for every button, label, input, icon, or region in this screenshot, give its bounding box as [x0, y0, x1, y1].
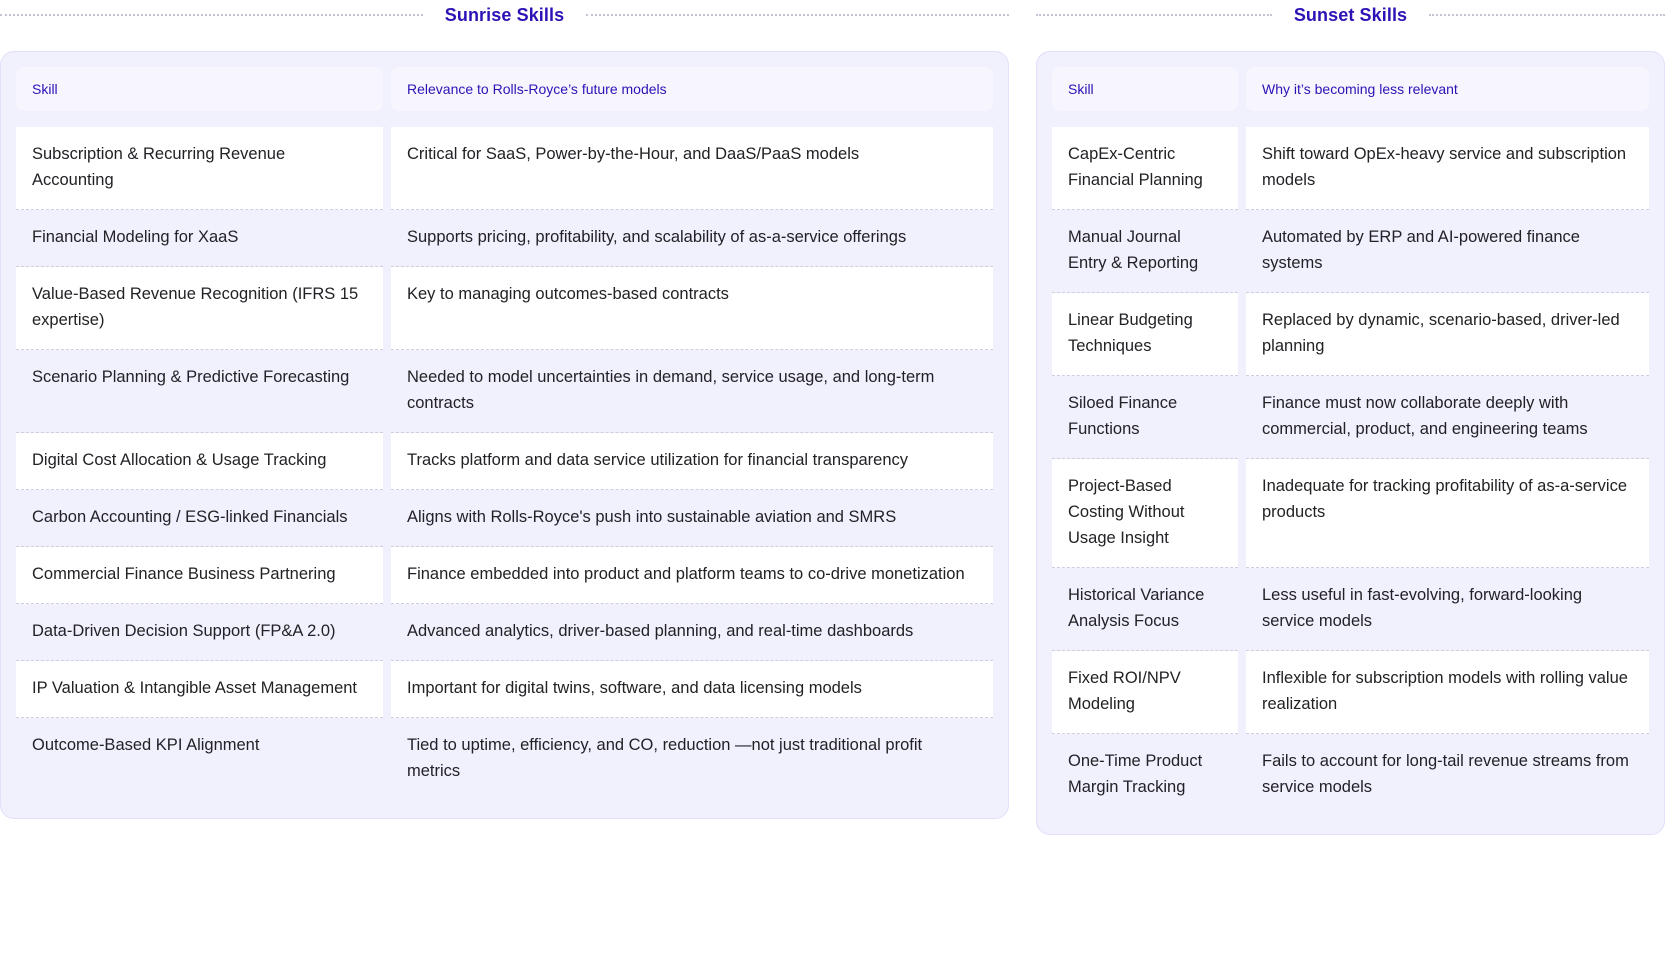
table-row: [16, 718, 993, 800]
table-header-row: [1052, 67, 1649, 111]
detail-cell: Critical for SaaS, Power-by-the-Hour, and DaaS/PaaS models: [391, 127, 993, 210]
skill-cell: Financial Modeling for XaaS: [16, 210, 383, 267]
detail-cell: Advanced analytics, driver-based planning, and real-time dashboards: [391, 604, 993, 661]
detail-cell: Finance must now collaborate deeply with commercial, product, and engineering teams: [1246, 376, 1649, 459]
column-header-skill: Skill: [16, 67, 383, 111]
column-header-relevance: Relevance to Rolls-Royce’s future models: [391, 67, 993, 111]
sunrise-table: [8, 67, 1001, 800]
skill-cell: Data-Driven Decision Support (FP&A 2.0): [16, 604, 383, 661]
table-row: [1052, 210, 1649, 293]
skill-cell: One-Time Product Margin Tracking: [1052, 734, 1238, 816]
sunset-table-body: [1052, 111, 1649, 816]
sunrise-title: Sunrise Skills: [444, 4, 565, 25]
skill-cell: IP Valuation & Intangible Asset Management: [16, 661, 383, 718]
detail-cell: Automated by ERP and AI-powered finance systems: [1246, 210, 1649, 293]
skill-cell: Carbon Accounting / ESG-linked Financials: [16, 490, 383, 547]
table-row: [16, 210, 993, 267]
skill-cell: Manual Journal Entry & Reporting: [1052, 210, 1238, 293]
table-row: [16, 433, 993, 490]
table-row: [16, 604, 993, 661]
detail-cell: Inflexible for subscription models with rolling value realization: [1246, 651, 1649, 734]
divider-left: [0, 14, 423, 16]
detail-cell: Tracks platform and data service utilization for financial transparency: [391, 433, 993, 490]
sunrise-panel: [0, 51, 1009, 819]
detail-cell: Inadequate for tracking profitability of as-a-service products: [1246, 459, 1649, 568]
table-row: [1052, 651, 1649, 734]
skill-cell: Digital Cost Allocation & Usage Tracking: [16, 433, 383, 490]
table-row: [1052, 376, 1649, 459]
skill-cell: Project-Based Costing Without Usage Insight: [1052, 459, 1238, 568]
skill-cell: Commercial Finance Business Partnering: [16, 547, 383, 604]
detail-cell: Tied to uptime, efficiency, and CO, reduction —not just traditional profit metrics: [391, 718, 993, 800]
sunset-table: [1044, 67, 1657, 816]
skill-cell: Siloed Finance Functions: [1052, 376, 1238, 459]
table-header-row: [16, 67, 993, 111]
skill-cell: Historical Variance Analysis Focus: [1052, 568, 1238, 651]
detail-cell: Shift toward OpEx-heavy service and subscription models: [1246, 127, 1649, 210]
detail-cell: Important for digital twins, software, and data licensing models: [391, 661, 993, 718]
detail-cell: Replaced by dynamic, scenario-based, driver-led planning: [1246, 293, 1649, 376]
detail-cell: Supports pricing, profitability, and scalability of as-a-service offerings: [391, 210, 993, 267]
table-row: [1052, 293, 1649, 376]
sunrise-table-body: [16, 111, 993, 800]
skill-cell: Value-Based Revenue Recognition (IFRS 15 expertise): [16, 267, 383, 350]
detail-cell: Finance embedded into product and platform teams to co-drive monetization: [391, 547, 993, 604]
skill-cell: CapEx-Centric Financial Planning: [1052, 127, 1238, 210]
sunrise-header: [0, 0, 1009, 30]
detail-cell: Needed to model uncertainties in demand, service usage, and long-term contracts: [391, 350, 993, 433]
skill-cell: Fixed ROI/NPV Modeling: [1052, 651, 1238, 734]
table-row: [1052, 568, 1649, 651]
skill-cell: Outcome-Based KPI Alignment: [16, 718, 383, 800]
sunset-section: [1036, 0, 1665, 796]
sunset-panel: [1036, 51, 1665, 835]
detail-cell: Key to managing outcomes-based contracts: [391, 267, 993, 350]
skill-cell: Linear Budgeting Techniques: [1052, 293, 1238, 376]
sunset-title: Sunset Skills: [1293, 4, 1408, 25]
column-header-reason: Why it’s becoming less relevant: [1246, 67, 1649, 111]
table-row: [16, 267, 993, 350]
divider-right: [586, 14, 1009, 16]
divider-left: [1036, 14, 1272, 16]
skill-cell: Scenario Planning & Predictive Forecasting: [16, 350, 383, 433]
sunrise-section: [0, 0, 1009, 780]
table-row: [16, 350, 993, 433]
table-row: [1052, 734, 1649, 816]
table-row: [16, 490, 993, 547]
sunset-header: [1036, 0, 1665, 30]
detail-cell: Less useful in fast-evolving, forward-looking service models: [1246, 568, 1649, 651]
column-header-skill: Skill: [1052, 67, 1238, 111]
detail-cell: Aligns with Rolls-Royce's push into sustainable aviation and SMRS: [391, 490, 993, 547]
table-row: [1052, 459, 1649, 568]
skill-cell: Subscription & Recurring Revenue Accounting: [16, 127, 383, 210]
divider-right: [1429, 14, 1665, 16]
detail-cell: Fails to account for long-tail revenue streams from service models: [1246, 734, 1649, 816]
table-row: [16, 661, 993, 718]
table-row: [16, 547, 993, 604]
table-row: [16, 127, 993, 210]
table-row: [1052, 127, 1649, 210]
